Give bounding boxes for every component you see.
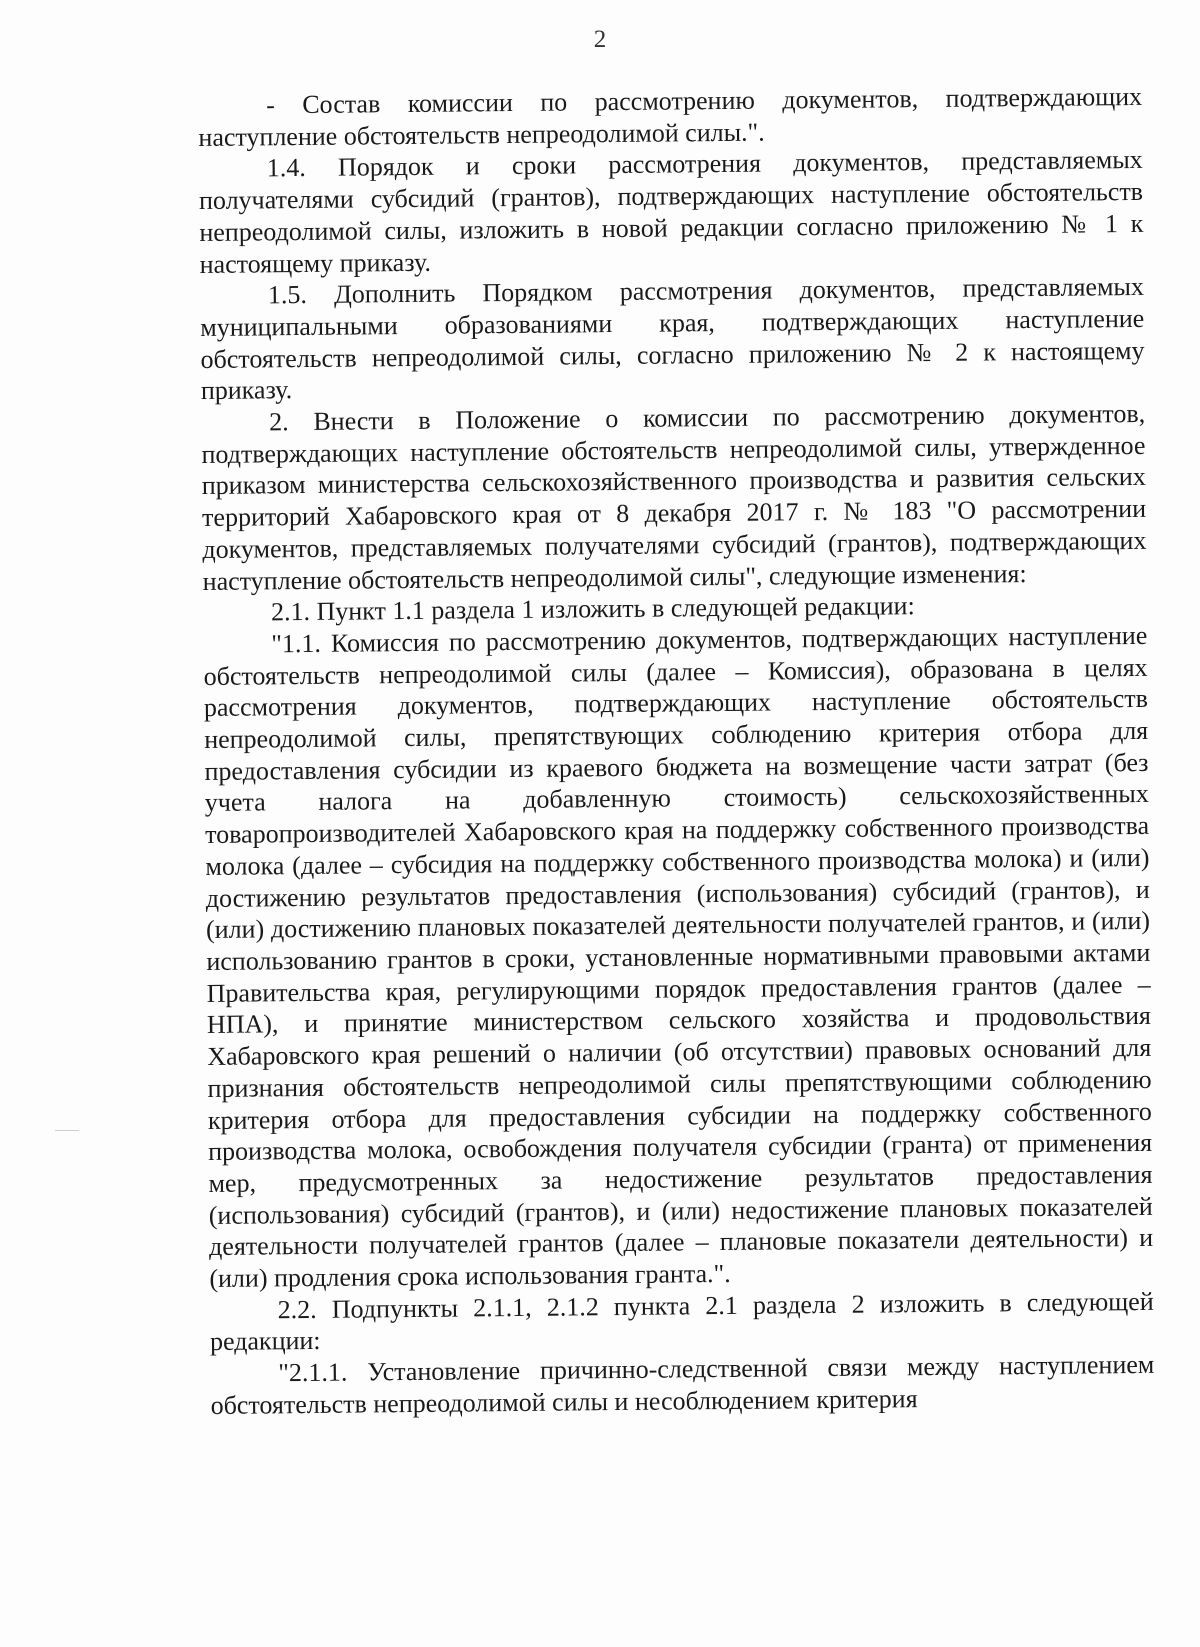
paragraph-1-5: 1.5. Дополнить Порядком рассмотрения документов, представляемых муниципальными образованиями края, подтверждающих наступление обстоятельств непреодолимой силы, согласно приложению № 2 к настоящему приказу. <box>200 272 1145 406</box>
paragraph-1-4: 1.4. Порядок и сроки рассмотрения документов, представляемых получателями субсидий (грантов), подтверждающих наступление обстоятельств непреодолимой силы, изложить в новой редакции согласно приложению № 1 к настоящему приказу. <box>198 145 1144 279</box>
paragraph-2: 2. Внести в Положение о комиссии по рассмотрению документов, подтверждающих наступление обстоятельств непреодолимой силы, утвержденное приказом министерства сельскохозяйственного производства и развития сельских территорий Хабаровского края от 8 декабря 2017 г. № 183 "О рассмотрении документов, представляемых получателями субсидий (грантов), подтверждающих наступление обстоятельств непреодолимой силы", следующие изменения: <box>201 398 1147 596</box>
paragraph-commission-composition: - Состав комиссии по рассмотрению документов, подтверждающих наступление обстоятельств непреодолимой силы.". <box>198 81 1143 152</box>
document-body <box>198 81 1155 1422</box>
paragraph-2-2: 2.2. Подпункты 2.1.1, 2.1.2 пункта 2.1 раздела 2 изложить в следующей редакции: <box>209 1286 1154 1357</box>
paragraph-2-1-1-quote: "2.1.1. Установление причинно-следственной связи между наступлением обстоятельств непреодолимой силы и несоблюдением критерия <box>210 1350 1155 1420</box>
scan-artifact <box>55 1130 79 1131</box>
page-number: 2 <box>593 26 607 53</box>
paragraph-2-1: 2.1. Пункт 1.1 раздела 1 изложить в следующей редакции: <box>270 591 915 627</box>
paragraph-1-1-quote: "1.1. Комиссия по рассмотрению документов, подтверждающих наступление обстоятельств непреодолимой силы (далее – Комиссия), образована в целях рассмотрения документов, подтверждающих наступление обстоятельств непреодолимой силы, препятствующих соблюдению критерия отбора для предоставления субсидии из краевого бюджета на возмещение части затрат (без учета налога на добавленную стоимость) сельскохозяйственных товаропроизводителей Хабаровского края на поддержку собственного производства молока (далее – субсидия на поддержку собственного производства молока) и (или) достижению результатов предоставления (использования) субсидий (грантов), и (или) достижению плановых показателей деятельности получателей грантов, и (или) использованию грантов в сроки, установленные нормативными правовыми актами Правительства края, регулирующими порядок предоставления грантов (далее – НПА), и принятие министерством сельского хозяйства и продовольствия Хабаровского края решений о наличии (об отсутствии) правовых оснований для признания обстоятельств непреодолимой силы препятствующими соблюдению критерия отбора для предоставления субсидии на поддержку собственного производства молока, освобождения получателя субсидии (гранта) от применения мер, предусмотренных за недостижение результатов предоставления (использования) субсидий (грантов), и (или) недостижение плановых показателей деятельности получателей грантов (далее – плановые показатели деятельности) и (или) продления срока использования гранта.". <box>203 620 1154 1293</box>
